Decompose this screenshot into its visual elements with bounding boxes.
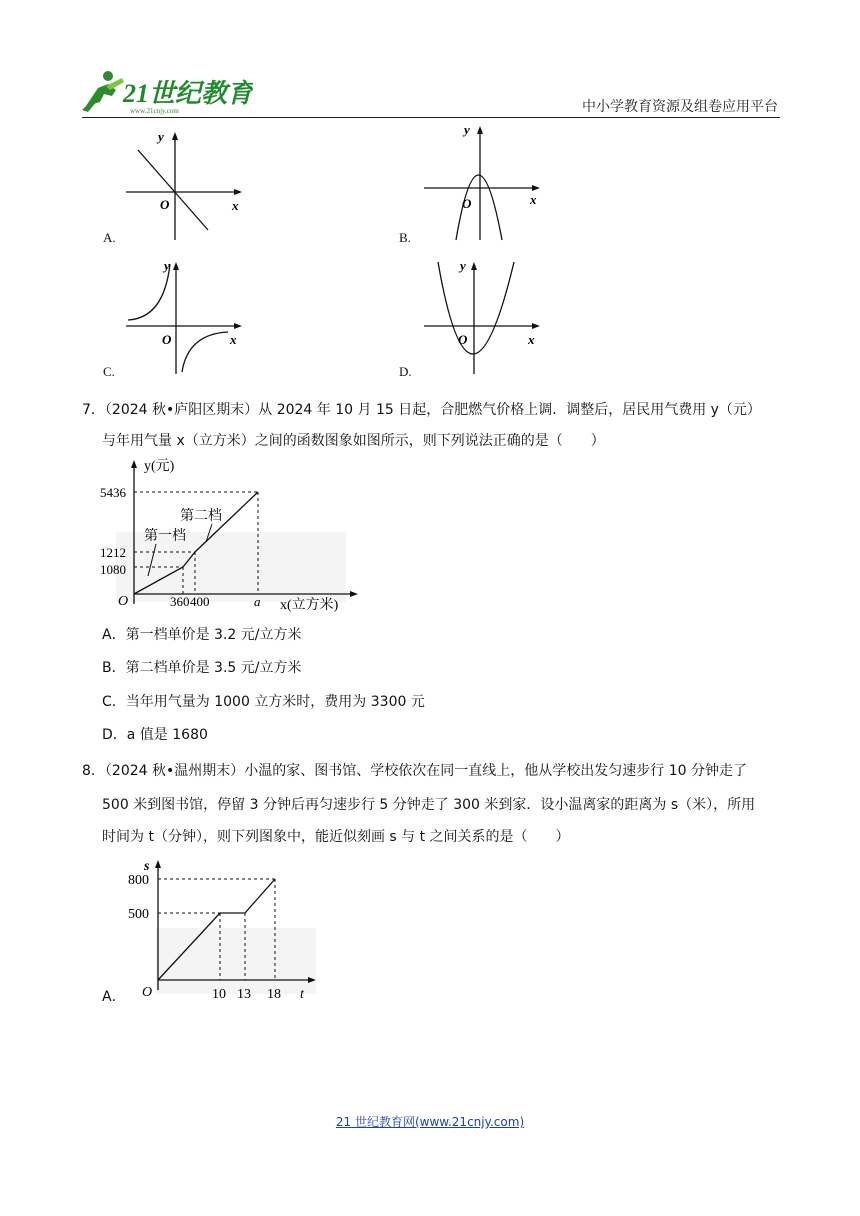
q7-option-c: C．当年用气量为 1000 立方米时，费用为 3300 元	[102, 694, 425, 710]
origin-label: O	[118, 594, 129, 609]
y-axis-label: y	[158, 129, 164, 144]
x-axis-label: t	[300, 987, 304, 1002]
y-axis-label: y	[460, 258, 466, 273]
x-tick-10: 10	[212, 987, 226, 1002]
logo-text: 21世纪教育	[123, 79, 253, 108]
origin-label: O	[162, 332, 172, 347]
x-tick-18: 18	[267, 987, 281, 1002]
logo-url: www.21cnjy.com	[130, 107, 179, 115]
tier2-label: 第二档	[180, 509, 222, 524]
y-tick-800: 800	[128, 873, 149, 888]
q8-text-line3: 时间为 t（分钟），则下列图象中，能近似刻画 s 与 t 之间关系的是（ ）	[102, 829, 570, 845]
x-axis-label: x	[530, 192, 537, 207]
x-tick-a: a	[254, 594, 261, 609]
q8-text-line1: 8．（2024 秋•温州期末）小温的家、图书馆、学校依次在同一直线上，他从学校出发匀速步行 10 分钟走了	[82, 763, 747, 779]
y-tick-1080: 1080	[100, 562, 126, 577]
q8-option-a-label: A．	[102, 989, 126, 1005]
origin-label: O	[458, 332, 468, 347]
tier1-label: 第一档	[144, 529, 186, 544]
footer	[0, 1113, 860, 1130]
q7-graph	[98, 454, 360, 614]
origin-label: O	[160, 197, 170, 212]
q8-graph	[120, 852, 320, 1002]
footer-link[interactable]: 21 世纪教育网(www.21cnjy.com)	[335, 1115, 525, 1129]
x-axis-label: x	[230, 332, 237, 347]
q7-option-a: A．第一档单价是 3.2 元/立方米	[102, 627, 302, 643]
option-a-label: A.	[103, 230, 116, 245]
x-axis-label: x(立方米)	[280, 598, 339, 613]
x-tick-360: 360	[170, 594, 190, 609]
y-axis-label: y	[464, 122, 470, 137]
q8-text-line2: 500 米到图书馆，停留 3 分钟后再匀速步行 5 分钟走了 300 米到家．设小温离家的距离为 s（米），所用	[102, 797, 756, 813]
y-tick-500: 500	[128, 907, 149, 922]
y-tick-1212: 1212	[100, 545, 126, 560]
runner-logo-icon	[82, 71, 124, 112]
option-d-label: D.	[399, 364, 412, 379]
x-axis-label: x	[232, 198, 239, 213]
option-d-graph	[418, 256, 548, 376]
y-tick-5436: 5436	[100, 485, 126, 500]
site-logo	[78, 66, 253, 116]
option-a-graph	[120, 122, 250, 247]
y-axis-label: y	[164, 258, 170, 273]
header-divider	[82, 117, 780, 118]
origin-label: O	[142, 985, 153, 1000]
x-tick-400: 400	[190, 594, 210, 609]
option-b-label: B.	[399, 230, 411, 245]
q7-option-b: B．第二档单价是 3.5 元/立方米	[102, 660, 302, 676]
option-c-graph	[120, 256, 250, 376]
y-axis-label: y(元)	[144, 459, 175, 474]
option-c-label: C.	[103, 364, 115, 379]
option-b-graph	[418, 120, 548, 245]
x-tick-13: 13	[237, 987, 251, 1002]
q7-text-line1: 7．（2024 秋•庐阳区期末）从 2024 年 10 月 15 日起，合肥燃气价格上调．调整后，居民用气费用 y（元）	[82, 402, 761, 418]
origin-label: O	[462, 196, 472, 211]
platform-name: 中小学教育资源及组卷应用平台	[582, 99, 778, 115]
q7-option-d: D．a 值是 1680	[102, 727, 208, 743]
q7-text-line2: 与年用气量 x（立方米）之间的函数图象如图所示，则下列说法正确的是（ ）	[102, 433, 605, 449]
y-axis-label: s	[144, 859, 150, 874]
x-axis-label: x	[528, 332, 535, 347]
